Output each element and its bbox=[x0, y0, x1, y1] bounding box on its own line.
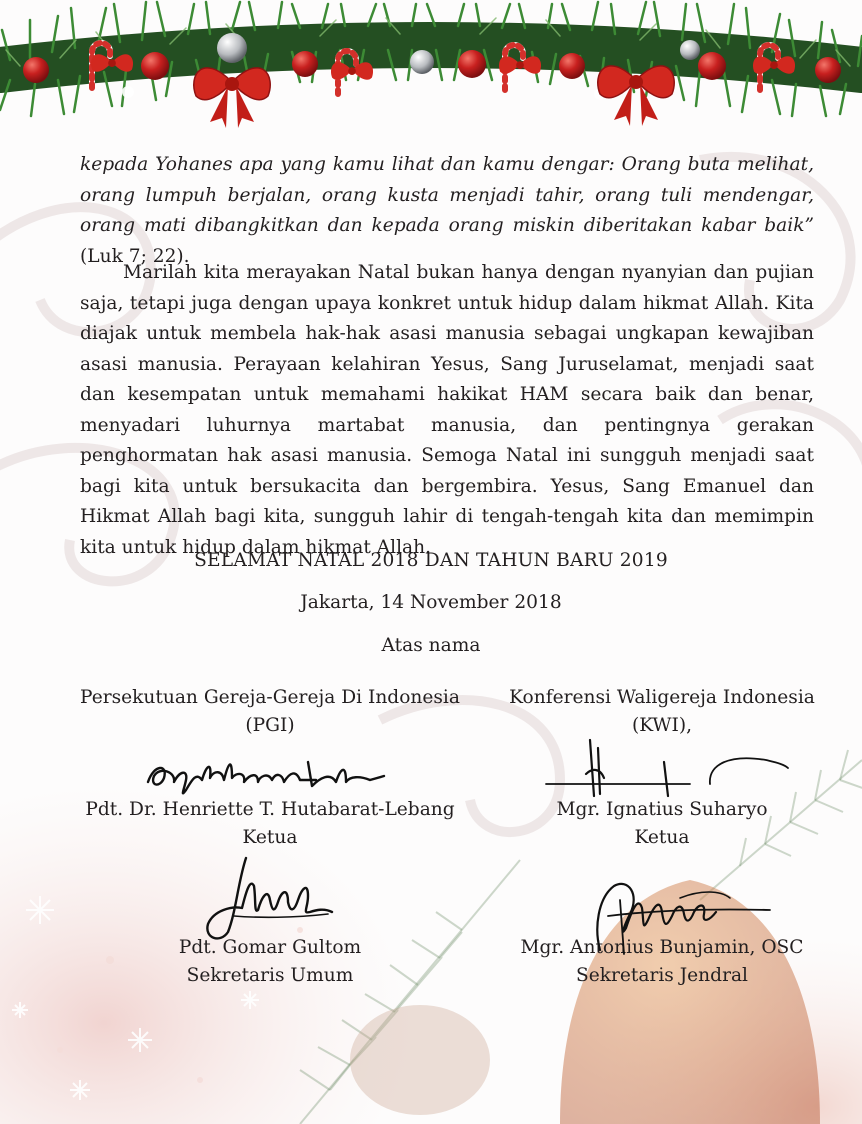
pgi-chair-name: Pdt. Dr. Henriette T. Hutabarat-Lebang bbox=[85, 799, 455, 820]
kwi-secretary-title: Sekretaris Jendral bbox=[575, 965, 748, 986]
pgi-secretary-name: Pdt. Gomar Gultom bbox=[178, 937, 362, 958]
pgi-chair-title: Ketua bbox=[242, 827, 298, 848]
kwi-chair-signature bbox=[540, 734, 790, 804]
kwi-org-abbr: (KWI), bbox=[631, 715, 693, 736]
pgi-secretary-title: Sekretaris Umum bbox=[186, 965, 354, 986]
kwi-chair-title: Ketua bbox=[634, 827, 690, 848]
season-greeting: SELAMAT NATAL 2018 DAN TAHUN BARU 2019 bbox=[194, 550, 668, 571]
kwi-secretary-name: Mgr. Antonius Bunjamin, OSC bbox=[520, 937, 804, 958]
pgi-secretary-signature bbox=[198, 852, 338, 948]
kwi-org-name: Konferensi Waligereja Indonesia bbox=[509, 687, 815, 708]
pgi-chair-signature bbox=[140, 742, 390, 802]
body-paragraph: Marilah kita merayakan Natal bukan hanya dengan nyanyian dan pujian saja, tetapi juga dengan upaya konkret untuk hidup dalam hikmat Allah. Kita diajak untuk membela hak-hak asasi manusia sebagai ungkapan kewajiban asasi manusia. Perayaan kelahiran Yesus, Sang Juruselamat, menjadi saat dan kesempatan untuk memahami hakikat HAM secara baik dan benar, menyadari luhurnya martabat manusia, dan pentingnya gerakan penghormatan hak asasi manusia. Semoga Natal ini sungguh menjadi saat bagi kita untuk bersukacita dan bergembira. Yesus, Sang Emanuel dan Hikmat Allah bagi kita, sungguh lahir di tengah-tengah kita dan memimpin kita untuk hidup dalam hikmat Allah. bbox=[80, 262, 814, 558]
place-date: Jakarta, 14 November 2018 bbox=[300, 592, 562, 613]
quote-reference: (Luk 7; 22). bbox=[80, 245, 190, 267]
pgi-signatures bbox=[60, 0, 480, 1124]
kwi-secretary-signature bbox=[580, 868, 780, 968]
pgi-org-name: Persekutuan Gereja-Gereja Di Indonesia bbox=[80, 687, 460, 708]
on-behalf-label: Atas nama bbox=[381, 635, 481, 656]
kwi-chair-name: Mgr. Ignatius Suharyo bbox=[556, 799, 768, 820]
quote-text: kepada Yohanes apa yang kamu lihat dan kamu dengar: Orang buta melihat, orang lumpuh berjalan, orang kusta menjadi tahir, orang tuli mendengar, orang mati dibangkitkan dan kepada orang miskin diberitakan kabar baik” bbox=[80, 154, 814, 236]
pgi-org-abbr: (PGI) bbox=[245, 715, 295, 736]
